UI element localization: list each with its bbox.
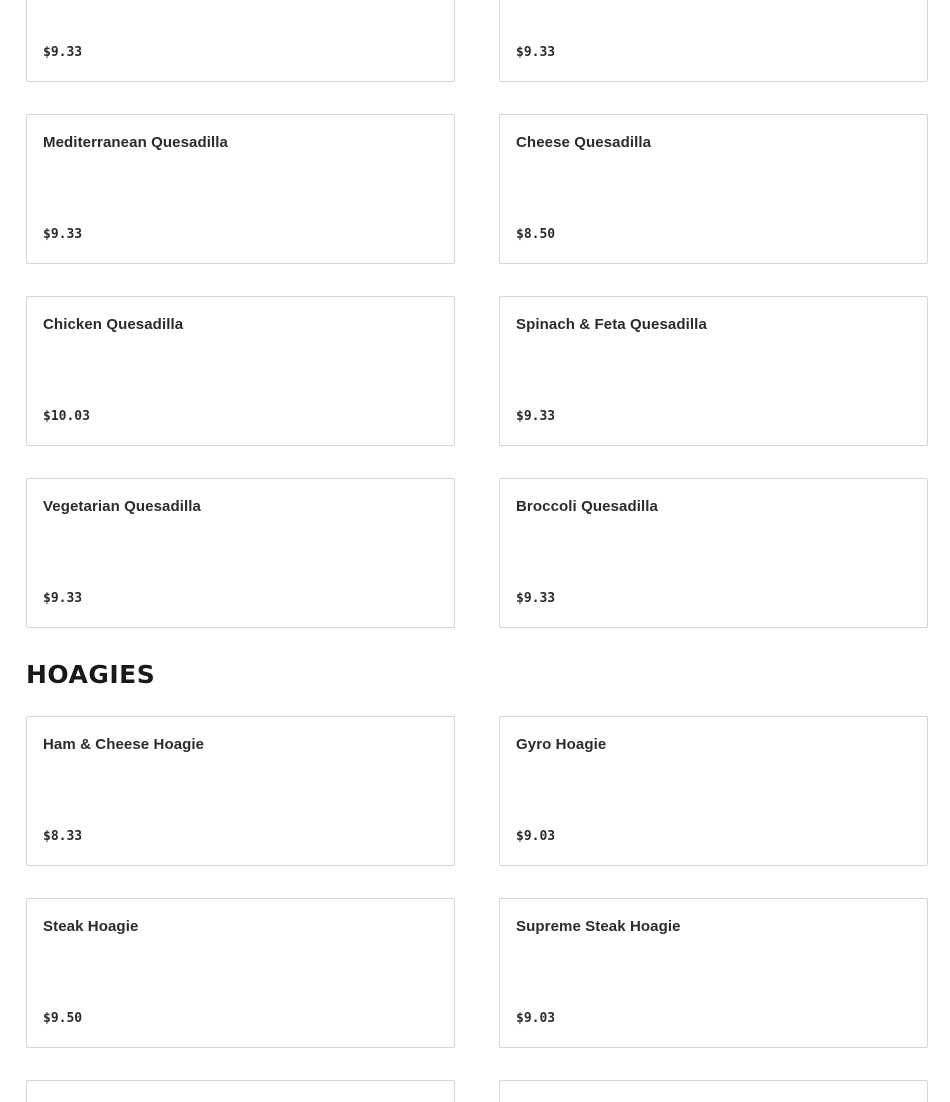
menu-item-card[interactable] (26, 114, 455, 264)
menu-item-name: Ham & Cheese Hoagie (43, 736, 205, 753)
menu-item-price: $10.03 (43, 409, 90, 424)
menu-item-name: Cheese Quesadilla (516, 134, 652, 151)
menu-item-price: $8.33 (43, 829, 83, 844)
menu-item-card[interactable] (499, 296, 928, 446)
menu-item-price: $9.33 (43, 591, 83, 606)
menu-item-name: Steak Hoagie (43, 918, 139, 935)
menu-item-price: $9.03 (516, 1011, 556, 1026)
menu-item-card[interactable] (26, 1080, 455, 1102)
menu-item-name: Broccoli Quesadilla (516, 498, 658, 515)
menu-item-card[interactable] (26, 898, 455, 1048)
menu-item-name: Mediterranean Quesadilla (43, 134, 228, 151)
menu-item-price: $9.33 (516, 591, 556, 606)
menu-item-name: Chicken Quesadilla (43, 316, 184, 333)
menu-item-name: Spinach & Feta Quesadilla (516, 316, 707, 333)
menu-item-card[interactable] (499, 478, 928, 628)
menu-item-card[interactable] (26, 716, 455, 866)
menu-item-price: $9.33 (43, 227, 83, 242)
menu-item-name: Gyro Hoagie (516, 736, 607, 753)
menu-item-price: $9.50 (43, 1011, 83, 1026)
menu-item-card[interactable] (499, 114, 928, 264)
menu-item-card[interactable] (26, 296, 455, 446)
menu-item-price: $9.33 (516, 409, 556, 424)
menu-item-card[interactable] (499, 716, 928, 866)
menu-item-name: Supreme Steak Hoagie (516, 918, 681, 935)
menu-item-price: $9.33 (43, 45, 83, 60)
menu-item-card[interactable] (499, 898, 928, 1048)
hoagie-items-grid (26, 716, 928, 1102)
menu-item-price: $8.50 (516, 227, 556, 242)
menu-item-price: $9.33 (516, 45, 556, 60)
menu-item-card[interactable] (26, 478, 455, 628)
menu-item-card[interactable] (26, 0, 455, 82)
menu-item-card[interactable] (499, 0, 928, 82)
menu-item-card[interactable] (499, 1080, 928, 1102)
section-title-hoagies: HOAGIES (26, 660, 156, 689)
menu-item-name: Vegetarian Quesadilla (43, 498, 202, 515)
menu-item-price: $9.03 (516, 829, 556, 844)
quesadilla-items-grid (26, 0, 928, 628)
